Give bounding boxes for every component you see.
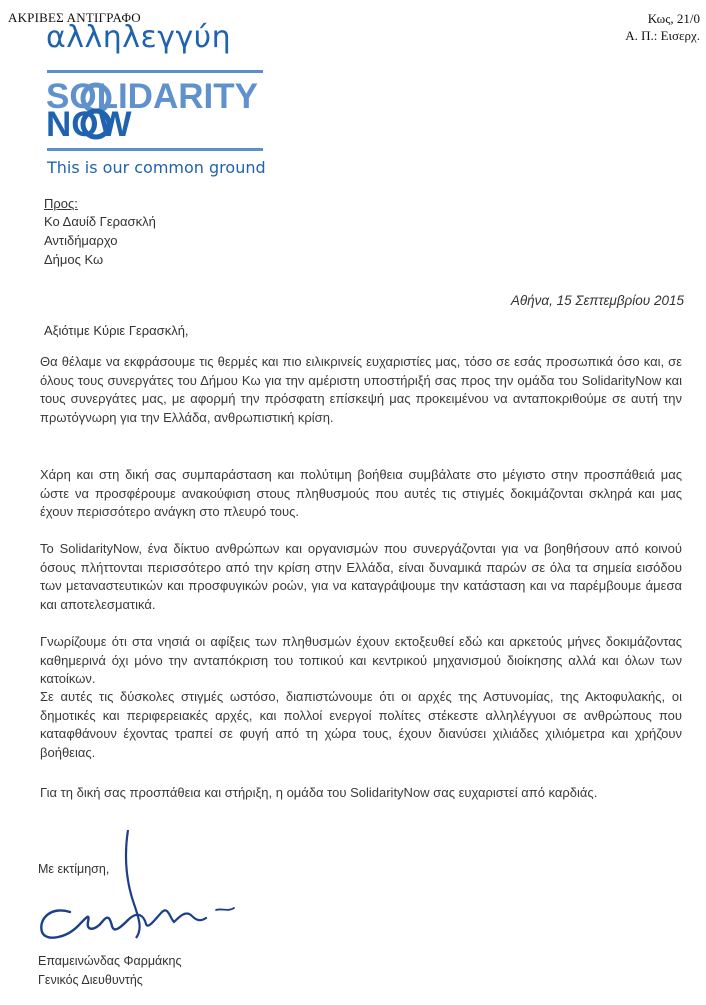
- logo-loop-icon: [70, 80, 122, 142]
- body-paragraph: Σε αυτές τις δύσκολες στιγμές ωστόσο, διαπιστώνουμε ότι οι αρχές της Αστυνομίας, της Ακτοφυλακής, οι δημοτικές και περιφερειακές αρχές, και πολλοί ενεργοί πολίτες στέκεστε αλληλέγγυοι σε ανθρώπους που καταφθάνουν έχοντας τραπεί σε φυγή από τη χώρα τους, έχουν διανύσει χιλιάδες χιλιόμετρα και χρήζουν βοήθειας.: [40, 689, 682, 760]
- recipient-heading: Προς:: [44, 196, 78, 211]
- body-paragraph: Γνωρίζουμε ότι στα νησιά οι αφίξεις των πληθυσμών έχουν εκτοξευθεί εδώ και αρκετούς μήνες δοκιμάζοντας καθημερινά όχι μόνο την ανταπόκριση του τοπικού και κεντρικού μηχανισμού διοίκησης αλλά και όλων των κατοίκων.: [40, 634, 682, 687]
- body-paragraph: Το SolidarityNow, ένα δίκτυο ανθρώπων και οργανισμών που συνεργάζονται για να βοηθήσουν από κοινού όσους πλήττονται περισσότερο από την κρίση στην Ελλάδα, είναι δυναμικά παρών σε όλα τα σημεία εισόδου των μεταναστευτικών και προσφυγικών ροών, για να καταγράψουμε την κατάσταση και να παρέμβουμε άμεσα και αποτελεσματικά.: [40, 541, 682, 612]
- signatory-name: Επαμεινώνδας Φαρμάκης: [38, 954, 182, 968]
- recipient-name: Κο Δαυίδ Γερασκλή: [44, 214, 156, 229]
- letter-date: Αθήνα, 15 Σεπτεμβρίου 2015: [510, 293, 684, 308]
- recipient-title: Αντιδήμαρχο: [44, 233, 118, 248]
- logo-greek-name: αλληλεγγύη: [46, 20, 232, 55]
- reference-stamp: [625, 10, 700, 44]
- logo-divider-bottom: [47, 148, 263, 151]
- reference-line-1: Κως, 21/0: [647, 11, 700, 26]
- logo-tagline: This is our common ground: [47, 158, 266, 177]
- signatory-block: [38, 952, 181, 990]
- logo-divider-top: [47, 70, 263, 73]
- signatory-position: Γενικός Διευθυντής: [38, 973, 143, 987]
- body-paragraph: Θα θέλαμε να εκφράσουμε τις θερμές και πιο ειλικρινείς ευχαριστίες μας, τόσο σε εσάς προσωπικά όσο και, σε όλους τους συνεργάτες του Δήμου Κω για την αμέριστη υποστήριξή σας προς την ομάδα του SolidarityNow και τους συνεργάτες μας, με αφορμή την πρόσφατη επίσκεψή μας προκειμένου να ανταποκριθούμε σε αυτή την πρωτόγνωρη για την Ελλάδα, ανθρωπιστική κρίση.: [40, 354, 682, 425]
- salutation: Αξιότιμε Κύριε Γερασκλή,: [44, 323, 189, 338]
- copy-stamp: ΑΚΡΙΒΕΣ ΑΝΤΙΓΡΑΦΟ: [8, 10, 141, 25]
- recipient-organization: Δήμος Κω: [44, 252, 104, 267]
- closing: Με εκτίμηση,: [38, 862, 110, 876]
- body-paragraph: Για τη δική σας προσπάθεια και στήριξη, η ομάδα του SolidarityNow σας ευχαριστεί από καρδιάς.: [40, 785, 598, 800]
- body-paragraph: Χάρη και στη δική σας συμπαράσταση και πολύτιμη βοήθεια συμβάλατε στο μέγιστο στην προσπάθειά μας ώστε να προσφέρουμε ανακούφιση στους πληθυσμούς που αυτές τις στιγμές δοκιμάζονται σκληρά και μας έχουν περισσότερο ανάγκη στο πλευρό τους.: [40, 467, 682, 520]
- handwritten-signature: [30, 826, 250, 946]
- logo-brand-now: NOW: [46, 105, 132, 144]
- reference-line-2: Α. Π.: Εισερχ.: [625, 28, 700, 43]
- logo-brand-line-1: SOLIDARITY: [46, 77, 258, 116]
